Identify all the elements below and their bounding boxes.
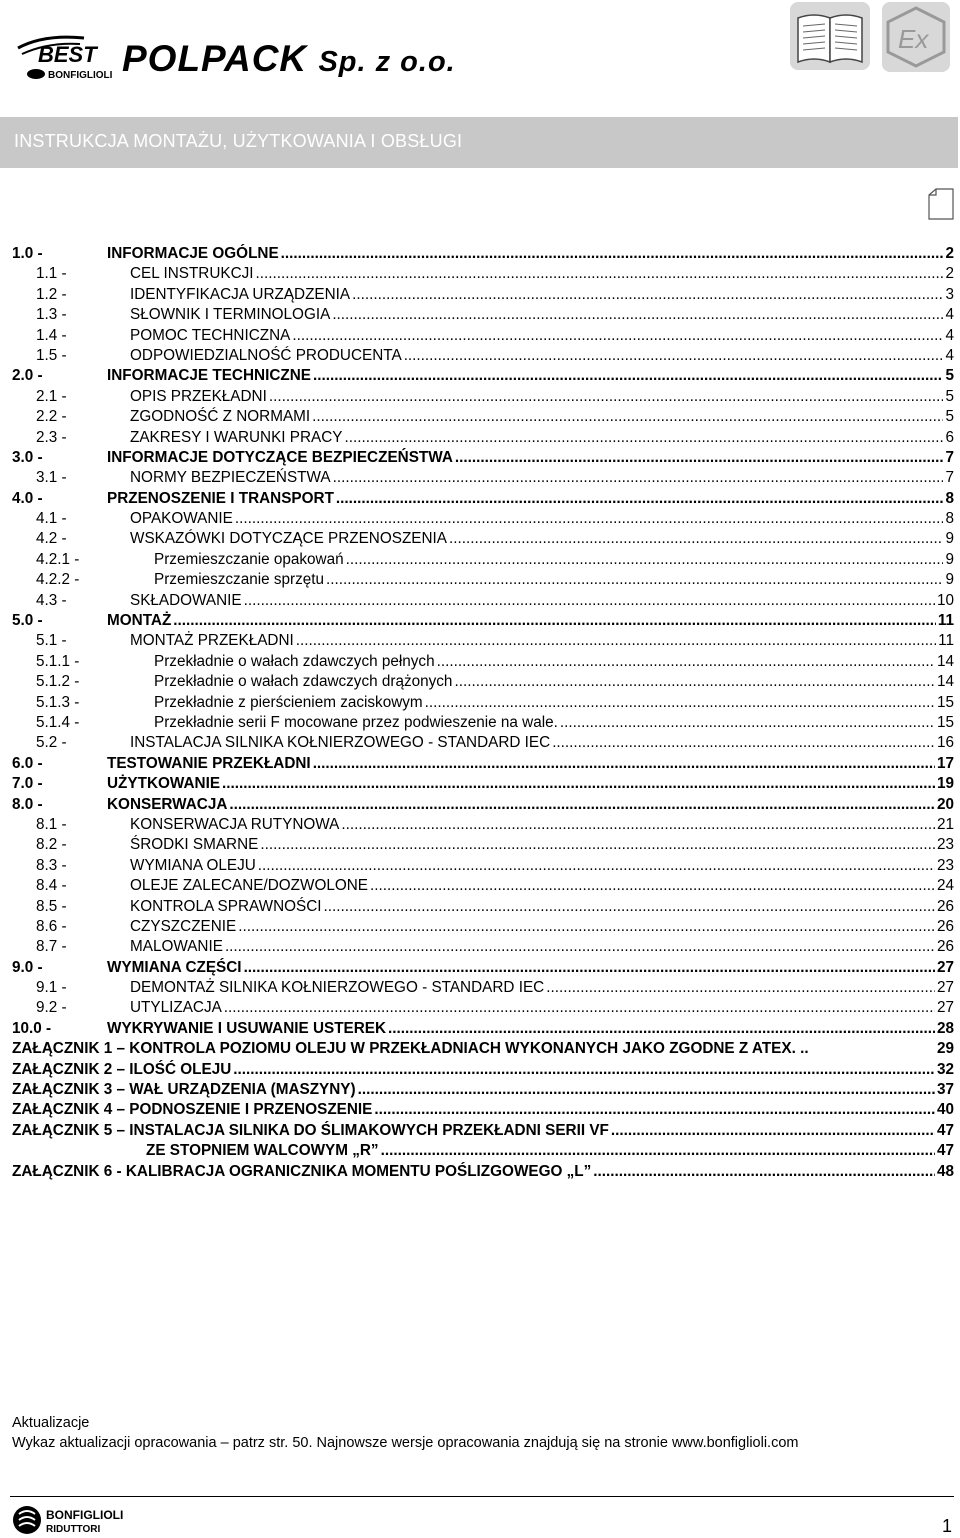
toc-leader-dots — [333, 468, 944, 488]
toc-entry[interactable] — [12, 958, 954, 978]
toc-entry-title: WYKRYWANIE I USUWANIE USTEREK — [107, 1019, 388, 1039]
toc-entry[interactable] — [12, 1141, 954, 1161]
toc-entry-number: 1.2 - — [36, 285, 67, 303]
toc-leader-dots — [437, 652, 935, 672]
toc-entry-line — [130, 876, 954, 896]
toc-entry-number: 9.2 - — [36, 999, 67, 1017]
toc-entry-page: 40 — [935, 1100, 954, 1120]
toc-entry[interactable] — [12, 591, 954, 611]
toc-entry-title: ZAŁĄCZNIK 1 – KONTROLA POZIOMU OLEJU W PRZEKŁADNIACH WYKONANYCH JAKO ZGODNE Z ATEX. .. — [12, 1039, 811, 1059]
toc-entry-title: OPIS PRZEKŁADNI — [130, 387, 269, 407]
toc-entry[interactable] — [12, 713, 954, 733]
toc-entry-number: 8.5 - — [36, 897, 67, 915]
toc-entry-number: 7.0 - — [12, 775, 43, 793]
toc-entry-title: Przekładnie o wałach zdawczych drążonych — [154, 672, 454, 692]
toc-entry-title: CZYSZCZENIE — [130, 917, 238, 937]
toc-entry-line — [154, 570, 954, 590]
toc-entry[interactable] — [12, 795, 954, 815]
updates-label: Aktualizacje — [12, 1415, 90, 1431]
toc-entry-title: KONSERWACJA — [107, 795, 229, 815]
open-book-icon — [788, 0, 872, 72]
toc-entry-page: 8 — [943, 509, 954, 529]
toc-entry[interactable] — [12, 407, 954, 427]
toc-entry-title: INFORMACJE DOTYCZĄCE BEZPIECZEŃSTWA — [107, 448, 455, 468]
toc-entry-page: 27 — [935, 998, 954, 1018]
toc-entry[interactable] — [12, 1080, 954, 1100]
toc-entry-number: 10.0 - — [12, 1019, 52, 1037]
toc-entry-title: MALOWANIE — [130, 937, 225, 957]
toc-entry-number: 2.2 - — [36, 408, 67, 426]
toc-leader-dots — [256, 264, 944, 284]
toc-leader-dots — [324, 897, 935, 917]
toc-entry-number: 9.1 - — [36, 979, 67, 997]
toc-leader-dots — [224, 998, 935, 1018]
toc-entry[interactable] — [12, 326, 954, 346]
toc-leader-dots — [370, 876, 935, 896]
toc-leader-dots — [346, 550, 944, 570]
toc-entry[interactable] — [12, 1060, 954, 1080]
bonfiglioli-logo-text: BONFIGLIOLI — [46, 1508, 124, 1522]
toc-entry-number: 1.4 - — [36, 326, 67, 344]
toc-leader-dots — [381, 1141, 935, 1161]
toc-entry-line — [130, 897, 954, 917]
toc-entry-page: 11 — [936, 611, 954, 631]
toc-entry-title: Przekładnie z pierścieniem zaciskowym — [154, 693, 425, 713]
toc-leader-dots — [312, 407, 943, 427]
toc-entry[interactable] — [12, 1100, 954, 1120]
toc-entry-number: 8.6 - — [36, 917, 67, 935]
toc-entry-number: 1.3 - — [36, 306, 67, 324]
toc-entry-page: 16 — [935, 733, 954, 753]
toc-entry-line — [107, 1019, 954, 1039]
toc-entry-number: 8.7 - — [36, 938, 67, 956]
toc-entry-title: SŁOWNIK I TERMINOLOGIA — [130, 305, 332, 325]
toc-entry-page: 8 — [943, 489, 954, 509]
toc-entry-page: 5 — [943, 407, 954, 427]
toc-entry-page: 9 — [943, 570, 954, 590]
toc-entry[interactable] — [12, 693, 954, 713]
toc-entry-line — [107, 244, 954, 264]
toc-entry[interactable] — [12, 672, 954, 692]
toc-entry-title: Przemieszczanie opakowań — [154, 550, 346, 570]
toc-entry-number: 8.0 - — [12, 795, 43, 813]
toc-entry-number: 5.0 - — [12, 612, 43, 630]
toc-entry-line — [107, 611, 954, 631]
toc-entry-title: WSKAZÓWKI DOTYCZĄCE PRZENOSZENIA — [130, 529, 449, 549]
toc-entry-line — [154, 672, 954, 692]
toc-entry-number: 4.0 - — [12, 489, 43, 507]
toc-entry-line — [130, 733, 954, 753]
toc-entry-page: 15 — [935, 713, 954, 733]
toc-entry[interactable] — [12, 897, 954, 917]
toc-entry[interactable] — [12, 754, 954, 774]
toc-entry[interactable] — [12, 631, 954, 651]
toc-entry-number: 3.1 - — [36, 469, 67, 487]
toc-leader-dots — [404, 346, 944, 366]
toc-entry-page: 4 — [943, 326, 954, 346]
toc-entry-number: 4.3 - — [36, 591, 67, 609]
toc-entry-title: Przekładnie serii F mocowane przez podwieszenie na wale. — [154, 713, 560, 733]
toc-entry-line — [154, 713, 954, 733]
toc-entry-line — [107, 448, 954, 468]
toc-entry-title: ŚRODKI SMARNE — [130, 835, 260, 855]
toc-entry-line — [12, 1100, 954, 1120]
toc-entry-page: 5 — [943, 366, 954, 386]
toc-entry-number: 1.1 - — [36, 265, 67, 283]
toc-entry-page: 10 — [935, 591, 954, 611]
toc-entry-title: INFORMACJE OGÓLNE — [107, 244, 281, 264]
document-page-icon — [928, 188, 954, 220]
toc-entry-title: TESTOWANIE PRZEKŁADNI — [107, 754, 313, 774]
toc-entry-page: 19 — [935, 774, 954, 794]
toc-entry-line — [107, 958, 954, 978]
toc-leader-dots — [388, 1019, 935, 1039]
toc-entry-page: 2 — [943, 264, 954, 284]
toc-entry[interactable] — [12, 1121, 954, 1141]
toc-entry-title: POMOC TECHNICZNA — [130, 326, 292, 346]
updates-text: Wykaz aktualizacji opracowania – patrz str. 50. Najnowsze wersje opracowania znajdują się na stronie www.bonfiglioli.com — [12, 1435, 799, 1451]
toc-entry-page: 21 — [935, 815, 954, 835]
company-name-suffix: Sp. z o.o. — [318, 46, 456, 78]
toc-leader-dots — [235, 509, 944, 529]
toc-entry-line — [130, 591, 954, 611]
toc-entry-line — [154, 652, 954, 672]
toc-entry-page: 48 — [935, 1162, 954, 1182]
toc-entry-line — [146, 1141, 954, 1161]
toc-entry-number: 4.2.1 - — [36, 550, 80, 568]
toc-entry-title: NORMY BEZPIECZEŃSTWA — [130, 468, 333, 488]
toc-entry-page: 47 — [935, 1141, 954, 1161]
toc-entry-line — [107, 366, 954, 386]
toc-leader-dots — [229, 795, 935, 815]
toc-entry-number: 4.1 - — [36, 510, 67, 528]
toc-entry-line — [130, 264, 954, 284]
toc-entry-number: 2.0 - — [12, 367, 43, 385]
toc-entry-title: UTYLIZACJA — [130, 998, 224, 1018]
toc-leader-dots — [552, 733, 935, 753]
toc-entry-line — [107, 774, 954, 794]
toc-entry[interactable] — [12, 366, 954, 386]
toc-entry-title: Przekładnie o wałach zdawczych pełnych — [154, 652, 437, 672]
toc-leader-dots — [244, 958, 935, 978]
toc-entry-line — [12, 1039, 954, 1059]
toc-entry-page: 47 — [935, 1121, 954, 1141]
toc-entry-title: KONSERWACJA RUTYNOWA — [130, 815, 341, 835]
toc-entry-title: SKŁADOWANIE — [130, 591, 244, 611]
toc-entry-line — [12, 1162, 954, 1182]
toc-leader-dots — [244, 591, 935, 611]
toc-entry-line — [130, 285, 954, 305]
toc-entry-title: KONTROLA SPRAWNOŚCI — [130, 897, 324, 917]
toc-entry-title: PRZENOSZENIE I TRANSPORT — [107, 489, 336, 509]
toc-entry-number: 4.2 - — [36, 530, 67, 548]
toc-leader-dots — [546, 978, 935, 998]
toc-leader-dots — [258, 856, 935, 876]
table-of-contents — [12, 244, 954, 1182]
toc-entry-title: ZAŁĄCZNIK 5 – INSTALACJA SILNIKA DO ŚLIMAKOWYCH PRZEKŁADNI SERII VF — [12, 1121, 611, 1141]
toc-entry[interactable] — [12, 774, 954, 794]
toc-leader-dots — [341, 815, 935, 835]
toc-entry[interactable] — [12, 509, 954, 529]
toc-entry-line — [130, 815, 954, 835]
footer-divider — [10, 1496, 954, 1497]
toc-entry-line — [130, 937, 954, 957]
toc-entry-number: 8.3 - — [36, 856, 67, 874]
toc-entry-page: 7 — [943, 468, 954, 488]
toc-entry-page: 37 — [935, 1080, 954, 1100]
toc-entry-line — [130, 917, 954, 937]
toc-leader-dots — [454, 672, 935, 692]
toc-entry-page: 20 — [935, 795, 954, 815]
toc-entry-title: ZAŁĄCZNIK 3 – WAŁ URZĄDZENIA (MASZYNY) — [12, 1080, 358, 1100]
toc-entry[interactable] — [12, 611, 954, 631]
toc-entry-title: IDENTYFIKACJA URZĄDZENIA — [130, 285, 352, 305]
toc-entry-number: 5.1.4 - — [36, 713, 80, 731]
toc-entry[interactable] — [12, 489, 954, 509]
toc-entry-page: 28 — [935, 1019, 954, 1039]
toc-entry[interactable] — [12, 1039, 954, 1059]
toc-entry-line — [130, 978, 954, 998]
toc-leader-dots — [425, 693, 935, 713]
toc-entry-line — [130, 305, 954, 325]
toc-entry[interactable] — [12, 387, 954, 407]
toc-entry-title: WYMIANA OLEJU — [130, 856, 258, 876]
toc-entry-page: 29 — [935, 1039, 954, 1059]
toc-entry-number: 5.1 - — [36, 632, 67, 650]
toc-leader-dots — [455, 448, 944, 468]
toc-leader-dots — [593, 1162, 935, 1182]
toc-entry-page: 3 — [943, 285, 954, 305]
toc-entry[interactable] — [12, 570, 954, 590]
toc-entry[interactable] — [12, 305, 954, 325]
toc-entry-page: 14 — [935, 672, 954, 692]
toc-entry-line — [154, 693, 954, 713]
toc-entry-title: ZE STOPNIEM WALCOWYM „R” — [146, 1141, 381, 1161]
toc-entry-title: ZAŁĄCZNIK 4 – PODNOSZENIE I PRZENOSZENIE — [12, 1100, 374, 1120]
toc-entry-line — [107, 754, 954, 774]
toc-entry-line — [130, 407, 954, 427]
toc-entry-page: 24 — [935, 876, 954, 896]
toc-entry-title: OPAKOWANIE — [130, 509, 235, 529]
toc-entry-title: ZAŁĄCZNIK 2 – ILOŚĆ OLEJU — [12, 1060, 233, 1080]
company-name — [122, 38, 456, 80]
toc-entry-title: CEL INSTRUKCJI — [130, 264, 256, 284]
toc-leader-dots — [449, 529, 943, 549]
toc-entry-page: 26 — [935, 917, 954, 937]
toc-entry-number: 5.2 - — [36, 734, 67, 752]
toc-entry-number: 1.0 - — [12, 245, 43, 262]
toc-entry-number: 8.2 - — [36, 836, 67, 854]
toc-entry-line — [12, 1121, 954, 1141]
toc-leader-dots — [233, 1060, 935, 1080]
best-bonfiglioli-logo — [14, 30, 116, 82]
toc-entry-line — [12, 1080, 954, 1100]
toc-entry-number: 4.2.2 - — [36, 571, 80, 589]
toc-entry-number: 8.1 - — [36, 815, 67, 833]
toc-entry[interactable] — [12, 835, 954, 855]
toc-entry[interactable] — [12, 244, 954, 264]
toc-entry-page: 15 — [935, 693, 954, 713]
document-title: INSTRUKCJA MONTAŻU, UŻYTKOWANIA I OBSŁUGI — [14, 131, 463, 151]
toc-leader-dots — [225, 937, 935, 957]
toc-entry-title: OLEJE ZALECANE/DOZWOLONE — [130, 876, 370, 896]
toc-entry-line — [130, 998, 954, 1018]
toc-entry-line — [130, 835, 954, 855]
toc-entry-line — [130, 387, 954, 407]
toc-leader-dots — [611, 1121, 935, 1141]
toc-entry-title: Przemieszczanie sprzętu — [154, 570, 326, 590]
toc-entry-title: ODPOWIEDZIALNOŚĆ PRODUCENTA — [130, 346, 404, 366]
toc-entry-number: 2.3 - — [36, 428, 67, 446]
toc-entry[interactable] — [12, 428, 954, 448]
toc-entry-page: 23 — [935, 835, 954, 855]
ex-atex-icon — [880, 0, 952, 74]
toc-entry-line — [130, 509, 954, 529]
bonfiglioli-logo-sub: RIDUTTORI — [46, 1524, 101, 1535]
toc-entry-title: UŻYTKOWANIE — [107, 774, 222, 794]
toc-entry-page: 4 — [943, 305, 954, 325]
toc-entry-number: 3.0 - — [12, 448, 43, 466]
toc-leader-dots — [560, 713, 935, 733]
toc-entry-title: MONTAŻ — [107, 611, 173, 631]
toc-entry[interactable] — [12, 468, 954, 488]
toc-leader-dots — [374, 1100, 935, 1120]
toc-entry[interactable] — [12, 550, 954, 570]
toc-entry-title: INFORMACJE TECHNICZNE — [107, 366, 313, 386]
toc-entry[interactable] — [12, 978, 954, 998]
toc-entry[interactable] — [12, 1019, 954, 1039]
toc-entry-line — [130, 529, 954, 549]
toc-entry-page: 5 — [943, 387, 954, 407]
toc-entry[interactable] — [12, 876, 954, 896]
toc-entry[interactable] — [12, 998, 954, 1018]
toc-entry-title: MONTAŻ PRZEKŁADNI — [130, 631, 296, 651]
toc-entry[interactable] — [12, 733, 954, 753]
toc-leader-dots — [281, 244, 944, 264]
toc-leader-dots — [336, 489, 944, 509]
toc-entry-line — [107, 489, 954, 509]
toc-entry-page: 4 — [943, 346, 954, 366]
toc-entry-title: WYMIANA CZĘŚCI — [107, 958, 244, 978]
toc-entry-number: 9.0 - — [12, 958, 43, 976]
toc-leader-dots — [296, 631, 936, 651]
toc-leader-dots — [313, 366, 944, 386]
toc-leader-dots — [238, 917, 935, 937]
company-name-main: POLPACK — [122, 38, 308, 79]
toc-entry-number: 2.1 - — [36, 387, 67, 405]
toc-entry-title: ZAKRESY I WARUNKI PRACY — [130, 428, 345, 448]
toc-entry-line — [107, 795, 954, 815]
toc-entry-page: 7 — [943, 448, 954, 468]
toc-entry[interactable] — [12, 815, 954, 835]
toc-entry[interactable] — [12, 937, 954, 957]
toc-leader-dots — [358, 1080, 935, 1100]
toc-entry-number: 1.5 - — [36, 346, 67, 364]
toc-leader-dots — [332, 305, 943, 325]
toc-leader-dots — [173, 611, 936, 631]
toc-entry-line — [130, 856, 954, 876]
toc-entry-page: 26 — [935, 897, 954, 917]
toc-entry[interactable] — [12, 346, 954, 366]
toc-entry[interactable] — [12, 448, 954, 468]
page-number: 1 — [941, 1516, 952, 1536]
toc-entry-page: 11 — [936, 631, 954, 651]
toc-entry-page: 17 — [935, 754, 954, 774]
toc-entry-number: 8.4 - — [36, 877, 67, 895]
toc-entry-line — [12, 1060, 954, 1080]
toc-entry-number: 5.1.1 - — [36, 652, 80, 670]
toc-entry[interactable] — [12, 856, 954, 876]
toc-entry-number: 5.1.3 - — [36, 693, 80, 711]
toc-entry[interactable] — [12, 285, 954, 305]
document-header — [0, 0, 960, 110]
toc-leader-dots — [269, 387, 944, 407]
toc-entry-line — [130, 326, 954, 346]
toc-leader-dots — [313, 754, 935, 774]
title-banner — [0, 117, 958, 168]
toc-entry-line — [130, 428, 954, 448]
toc-entry-title: ZAŁĄCZNIK 6 - KALIBRACJA OGRANICZNIKA MOMENTU POŚLIZGOWEGO „L” — [12, 1162, 593, 1182]
toc-entry-page: 32 — [935, 1060, 954, 1080]
best-logo-sub: BONFIGLIOLI — [48, 70, 113, 81]
toc-entry-line — [130, 346, 954, 366]
toc-leader-dots — [326, 570, 943, 590]
toc-entry-page: 14 — [935, 652, 954, 672]
toc-entry-line — [154, 550, 954, 570]
toc-entry-page: 9 — [943, 529, 954, 549]
toc-leader-dots — [292, 326, 943, 346]
toc-entry-line — [130, 631, 954, 651]
toc-entry[interactable] — [12, 652, 954, 672]
toc-entry-page: 27 — [935, 958, 954, 978]
toc-entry[interactable] — [12, 529, 954, 549]
toc-entry[interactable] — [12, 264, 954, 284]
toc-leader-dots — [222, 774, 935, 794]
toc-entry-line — [130, 468, 954, 488]
toc-entry-page: 27 — [935, 978, 954, 998]
bonfiglioli-riduttori-logo — [10, 1502, 130, 1538]
toc-leader-dots — [352, 285, 943, 305]
toc-entry-page: 6 — [943, 428, 954, 448]
toc-entry-page: 9 — [943, 550, 954, 570]
toc-entry-number: 6.0 - — [12, 754, 43, 772]
toc-entry[interactable] — [12, 1162, 954, 1182]
toc-entry-title: DEMONTAŻ SILNIKA KOŁNIERZOWEGO - STANDARD IEC — [130, 978, 546, 998]
toc-leader-dots — [345, 428, 944, 448]
toc-entry-title: ZGODNOŚĆ Z NORMAMI — [130, 407, 312, 427]
toc-entry[interactable] — [12, 917, 954, 937]
toc-entry-number: 5.1.2 - — [36, 673, 80, 691]
toc-entry-title: INSTALACJA SILNIKA KOŁNIERZOWEGO - STANDARD IEC — [130, 733, 552, 753]
toc-entry-page: 23 — [935, 856, 954, 876]
best-logo-text: BEST — [38, 42, 97, 67]
toc-leader-dots — [260, 835, 935, 855]
toc-entry-page: 2 — [943, 244, 954, 264]
toc-entry-page: 26 — [935, 937, 954, 957]
svg-text:Ex: Ex — [898, 24, 929, 54]
